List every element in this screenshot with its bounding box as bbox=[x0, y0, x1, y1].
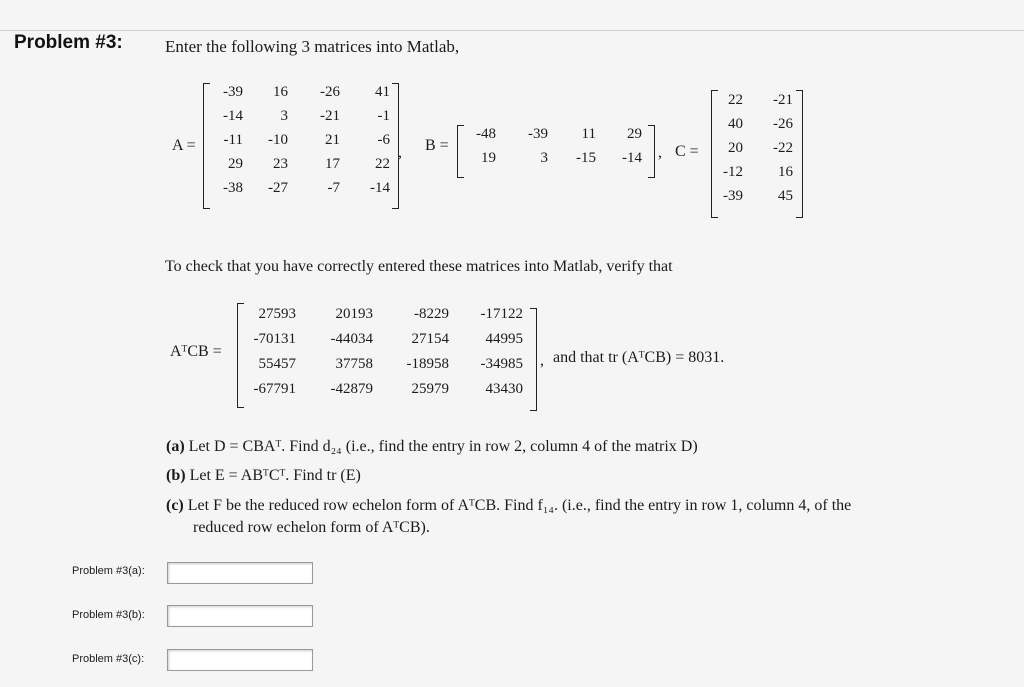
matrix-cell: -14 bbox=[370, 180, 390, 196]
question-a bbox=[166, 438, 698, 456]
answer-c-input[interactable] bbox=[167, 649, 313, 671]
matrix-cell: -18958 bbox=[406, 356, 449, 372]
matrix-cell: -1 bbox=[377, 108, 390, 124]
matrix-c-label: C = bbox=[675, 143, 699, 160]
matrix-a-label: A = bbox=[172, 137, 196, 154]
matrix-cell: -39 bbox=[723, 188, 743, 204]
matrix-cell: -14 bbox=[622, 150, 642, 166]
matrix-cell: 22 bbox=[728, 92, 743, 108]
matrix-cell: 45 bbox=[778, 188, 793, 204]
separator: , bbox=[398, 144, 402, 161]
question-a-text: Let D = CBAᵀ. Find d₂₄ (i.e., find the entry in row 2, column 4 of the matrix D) bbox=[188, 438, 698, 455]
matrix-cell: 20193 bbox=[335, 306, 373, 322]
matrix-cell: 19 bbox=[481, 150, 496, 166]
matrix-cell: 40 bbox=[728, 116, 743, 132]
matrix-cell: -15 bbox=[576, 150, 596, 166]
matrix-cell: -6 bbox=[377, 132, 390, 148]
question-c bbox=[166, 497, 851, 515]
question-c-text-line2: reduced row echelon form of AᵀCB). bbox=[193, 519, 430, 536]
product-right-bracket bbox=[530, 308, 537, 411]
answer-c-label: Problem #3(c): bbox=[72, 653, 145, 665]
matrix-cell: 44995 bbox=[485, 331, 523, 347]
matrix-cell: -22 bbox=[773, 140, 793, 156]
matrix-cell: -44034 bbox=[330, 331, 373, 347]
matrix-cell: -8229 bbox=[414, 306, 449, 322]
matrix-cell: 41 bbox=[375, 84, 390, 100]
matrix-cell: 25979 bbox=[411, 381, 449, 397]
answer-b-input[interactable] bbox=[167, 605, 313, 627]
matrix-b-label: B = bbox=[425, 137, 449, 154]
separator: , bbox=[540, 352, 544, 369]
matrix-cell: 29 bbox=[627, 126, 642, 142]
matrix-c-right-bracket bbox=[796, 90, 803, 218]
matrix-cell: -10 bbox=[268, 132, 288, 148]
separator: , bbox=[658, 144, 662, 161]
check-text: To check that you have correctly entered these matrices into Matlab, verify that bbox=[165, 258, 673, 275]
matrix-cell: 22 bbox=[375, 156, 390, 172]
matrix-cell: 23 bbox=[273, 156, 288, 172]
product-label: AᵀCB = bbox=[170, 343, 222, 360]
answer-a-input[interactable] bbox=[167, 562, 313, 584]
matrix-cell: -12 bbox=[723, 164, 743, 180]
matrix-cell: -42879 bbox=[330, 381, 373, 397]
matrix-cell: 11 bbox=[581, 126, 596, 142]
question-a-tag: (a) bbox=[166, 438, 185, 455]
matrix-cell: -38 bbox=[223, 180, 243, 196]
matrix-cell: -39 bbox=[223, 84, 243, 100]
question-c-tag: (c) bbox=[166, 497, 184, 514]
matrix-b-right-bracket bbox=[648, 125, 655, 178]
matrix-cell: 43430 bbox=[485, 381, 523, 397]
trace-text: and that tr (AᵀCB) = 8031. bbox=[553, 349, 725, 366]
problem-intro: Enter the following 3 matrices into Matlab, bbox=[165, 37, 460, 56]
matrix-cell: -48 bbox=[476, 126, 496, 142]
matrix-cell: -17122 bbox=[480, 306, 523, 322]
matrix-cell: -27 bbox=[268, 180, 288, 196]
matrix-cell: 27593 bbox=[258, 306, 296, 322]
matrix-cell: 3 bbox=[280, 108, 288, 124]
divider bbox=[0, 30, 1024, 31]
matrix-cell: -39 bbox=[528, 126, 548, 142]
question-c-text: Let F be the reduced row echelon form of AᵀCB. Find f₁₄. (i.e., find the entry in row 1, column 4, of the bbox=[187, 497, 852, 514]
matrix-cell: 29 bbox=[228, 156, 243, 172]
matrix-cell: -21 bbox=[773, 92, 793, 108]
matrix-cell: -14 bbox=[223, 108, 243, 124]
matrix-cell: 37758 bbox=[335, 356, 373, 372]
question-b-text: Let E = ABᵀCᵀ. Find tr (E) bbox=[189, 467, 361, 484]
matrix-cell: 17 bbox=[325, 156, 340, 172]
matrix-cell: -11 bbox=[223, 132, 243, 148]
matrix-cell: 55457 bbox=[258, 356, 296, 372]
question-b-tag: (b) bbox=[166, 467, 186, 484]
matrix-cell: 16 bbox=[778, 164, 793, 180]
matrix-cell: -7 bbox=[327, 180, 340, 196]
problem-title: Problem #3: bbox=[14, 32, 123, 53]
matrix-cell: -70131 bbox=[253, 331, 296, 347]
matrix-cell: -21 bbox=[320, 108, 340, 124]
matrix-cell: 21 bbox=[325, 132, 340, 148]
question-b bbox=[166, 467, 361, 485]
matrix-cell: -26 bbox=[320, 84, 340, 100]
matrix-cell: -26 bbox=[773, 116, 793, 132]
answer-a-label: Problem #3(a): bbox=[72, 565, 145, 577]
matrix-cell: -34985 bbox=[480, 356, 523, 372]
matrix-cell: -67791 bbox=[253, 381, 296, 397]
matrix-cell: 3 bbox=[540, 150, 548, 166]
matrix-cell: 20 bbox=[728, 140, 743, 156]
matrix-cell: 16 bbox=[273, 84, 288, 100]
matrix-cell: 27154 bbox=[411, 331, 449, 347]
answer-b-label: Problem #3(b): bbox=[72, 609, 145, 621]
